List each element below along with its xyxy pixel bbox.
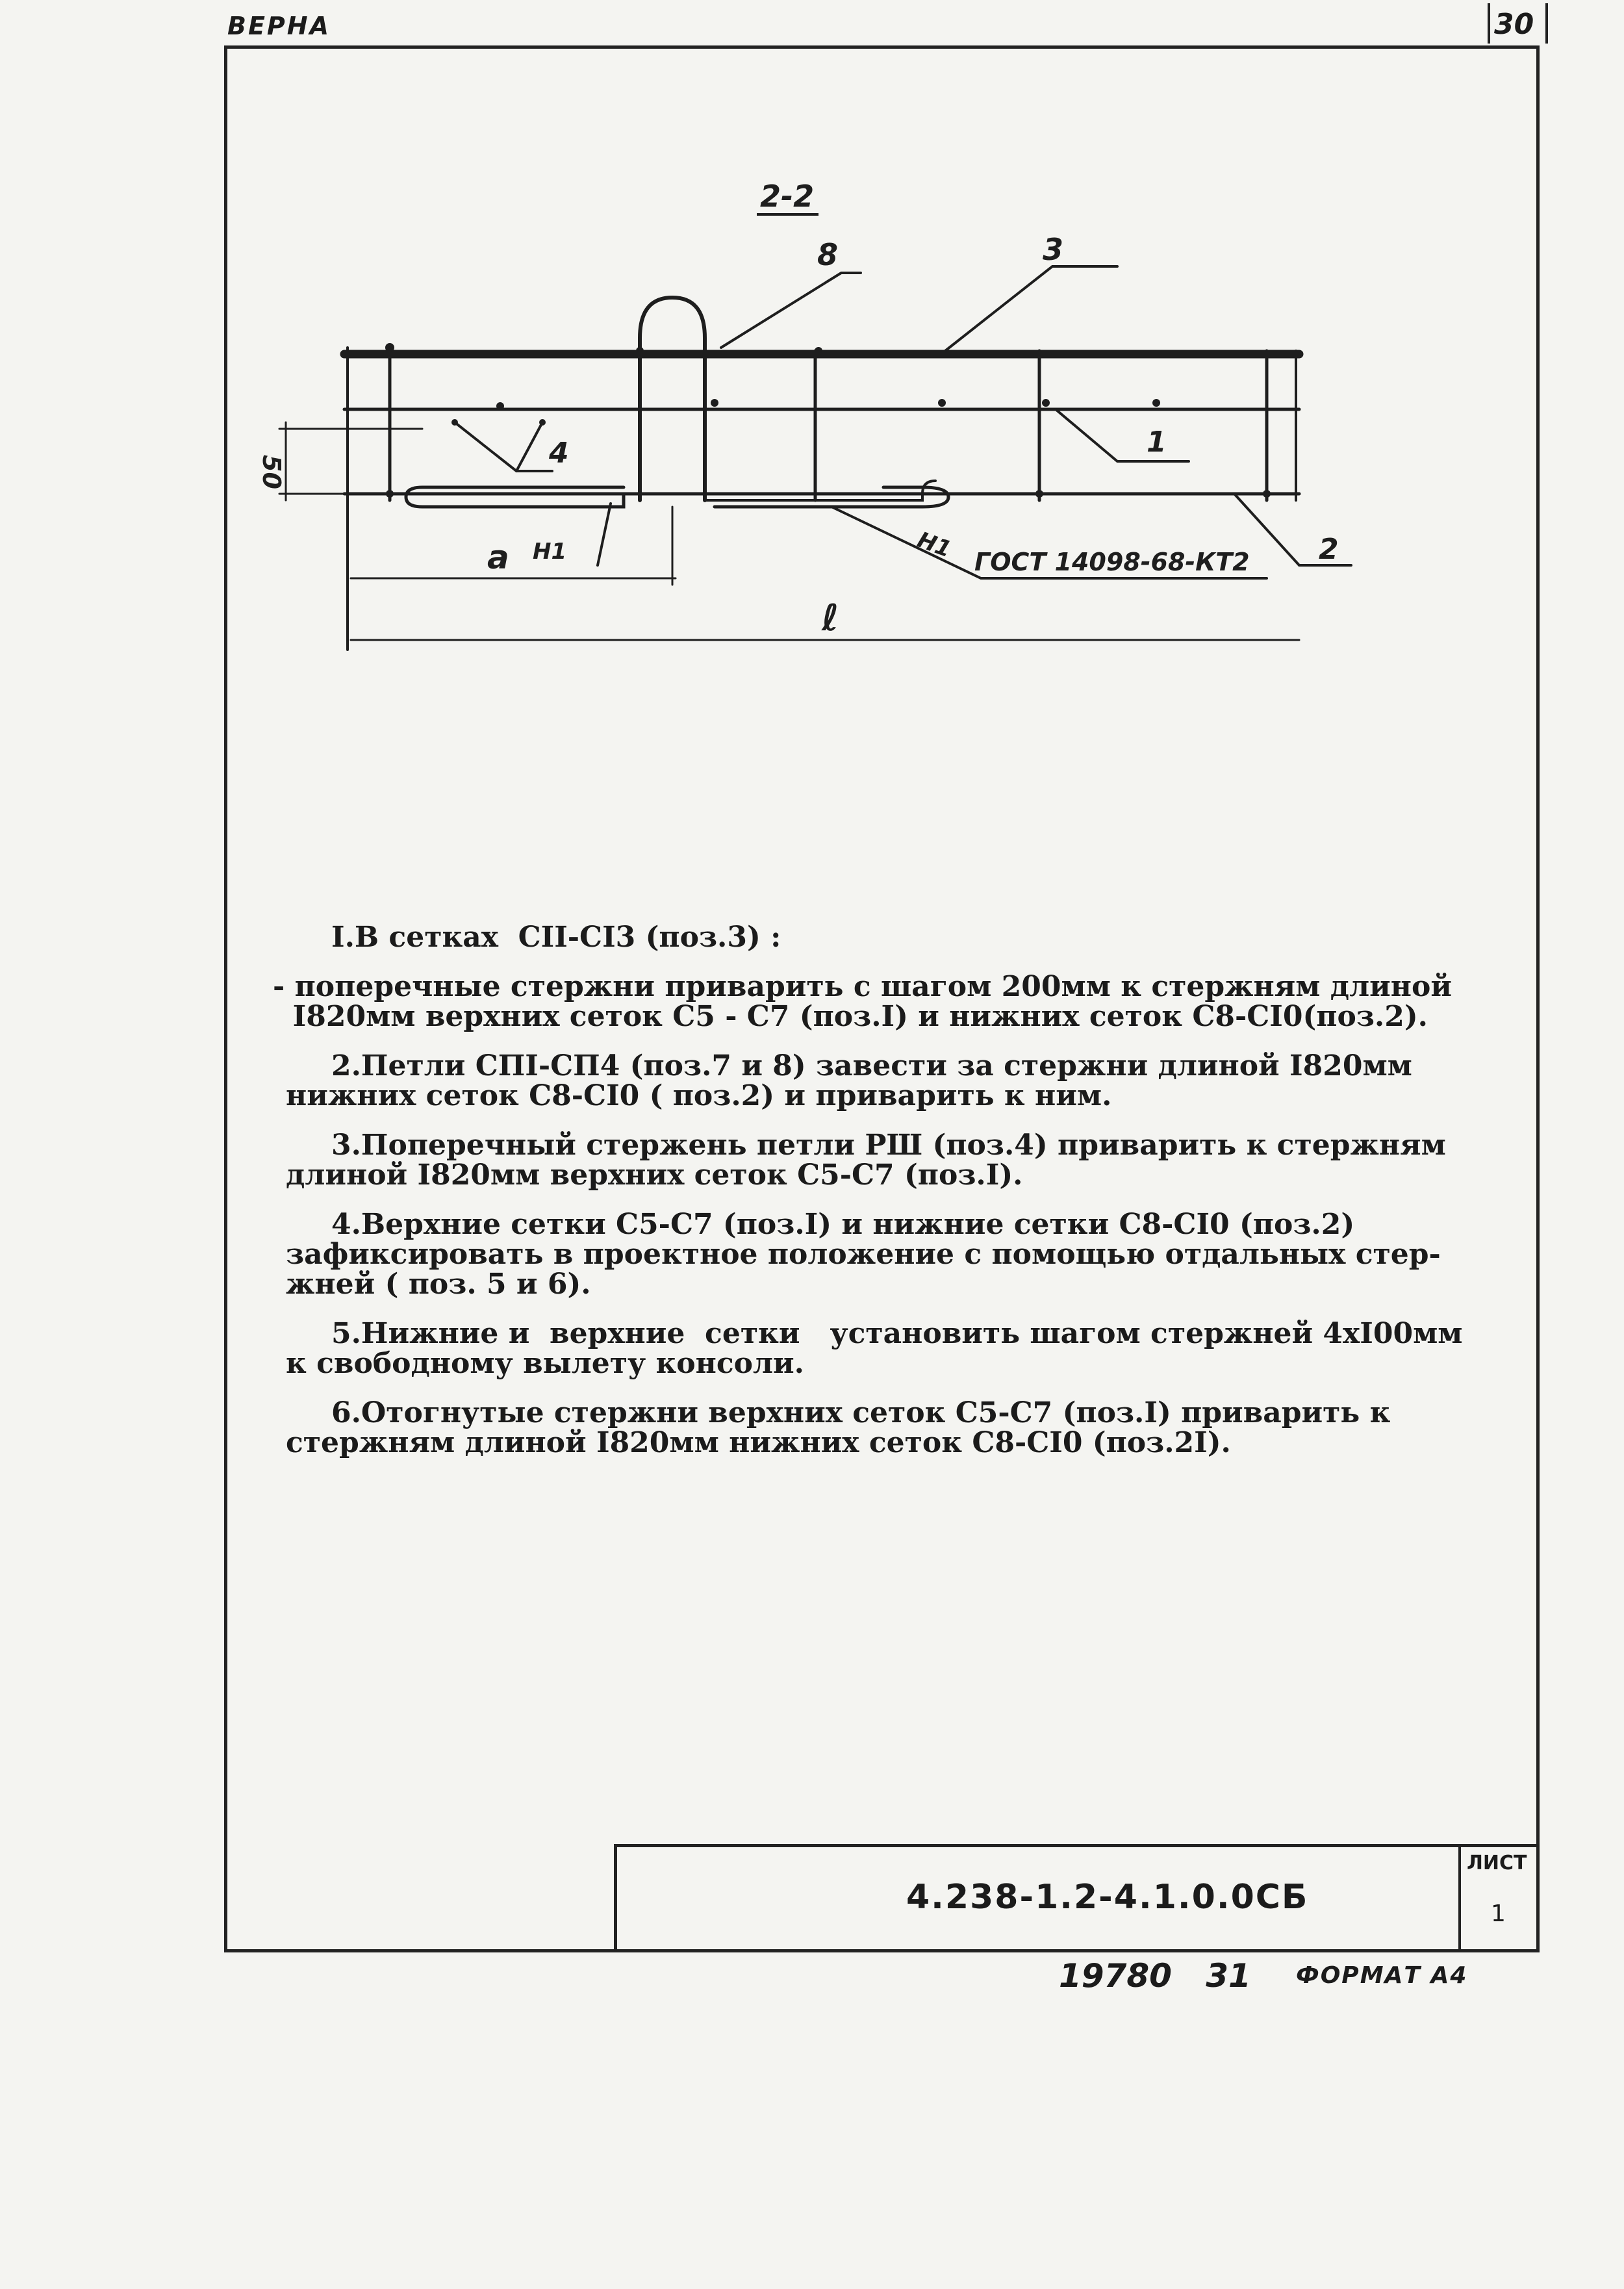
page-number: 31 — [1206, 1957, 1251, 1995]
callout-8: 8 — [817, 237, 839, 272]
callout-1: 1 — [1147, 426, 1167, 459]
document-code: 4.238-1.2-4.1.0.0СБ — [906, 1878, 1309, 1917]
note-3: 3.Поперечный стержень петли РШ (поз.4) приварить к стержням длиной I820мм верхних сеток С5-С7 (поз.I). — [286, 1129, 1446, 1192]
left-hook — [406, 487, 624, 507]
sheet-number: 30 — [1494, 8, 1534, 41]
note-6: 6.Отогнутые стержни верхних сеток С5-С7 (поз.I) приварить к стержням длиной I820мм нижних сеток С8-СI0 (поз.2I). — [286, 1396, 1391, 1459]
section-drawing — [0, 0, 1624, 715]
inventory-number: 19780 31 — [1059, 1957, 1251, 1995]
note-1: I.В сетках СII-СI3 (поз.3) : — [331, 921, 781, 954]
section-label: 2-2 — [760, 179, 815, 214]
standard-label: ГОСТ 14098-68-КТ2 — [974, 548, 1250, 576]
callout-3: 3 — [1043, 232, 1064, 267]
notes — [273, 921, 1540, 1477]
note-4: 4.Верхние сетки С5-С7 (поз.I) и нижние сетки С8-СI0 (поз.2) зафиксировать в проектное положение с помощью отдальных стер- жней ( поз. 5 и 6). — [286, 1208, 1441, 1301]
note-2: 2.Петли СПI-СП4 (поз.7 и 8) завести за стержни длиной I820мм нижних сеток С8-СI0 ( поз.2) и приварить к ним. — [286, 1049, 1412, 1112]
dimension-50: 50 — [257, 455, 286, 489]
weld-mark-right: Н1 — [913, 526, 955, 563]
copy-stamp: ВЕРНА — [227, 12, 331, 40]
callout-2: 2 — [1319, 533, 1339, 566]
dimension-a: a — [487, 539, 509, 576]
dimension-l: ℓ — [822, 597, 839, 639]
callout-4: 4 — [549, 437, 569, 470]
loop-pos8 — [640, 298, 705, 500]
weld-mark-left: Н1 — [533, 539, 567, 565]
sheet-value: 1 — [1491, 1900, 1506, 1927]
right-hook — [715, 487, 948, 507]
sheet-label: ЛИСТ — [1467, 1852, 1527, 1874]
note-1-detail: - поперечные стержни приварить с шагом 200мм к стержням длиной I820мм верхних сеток С5 - С7 (поз.I) и нижних сеток С8-СI0(поз.2). — [273, 970, 1452, 1033]
format-label: ФОРМАТ А4 — [1296, 1962, 1468, 1989]
note-5: 5.Нижние и верхние сетки установить шагом стержней 4хI00мм к свободному вылету консоли. — [286, 1317, 1463, 1380]
